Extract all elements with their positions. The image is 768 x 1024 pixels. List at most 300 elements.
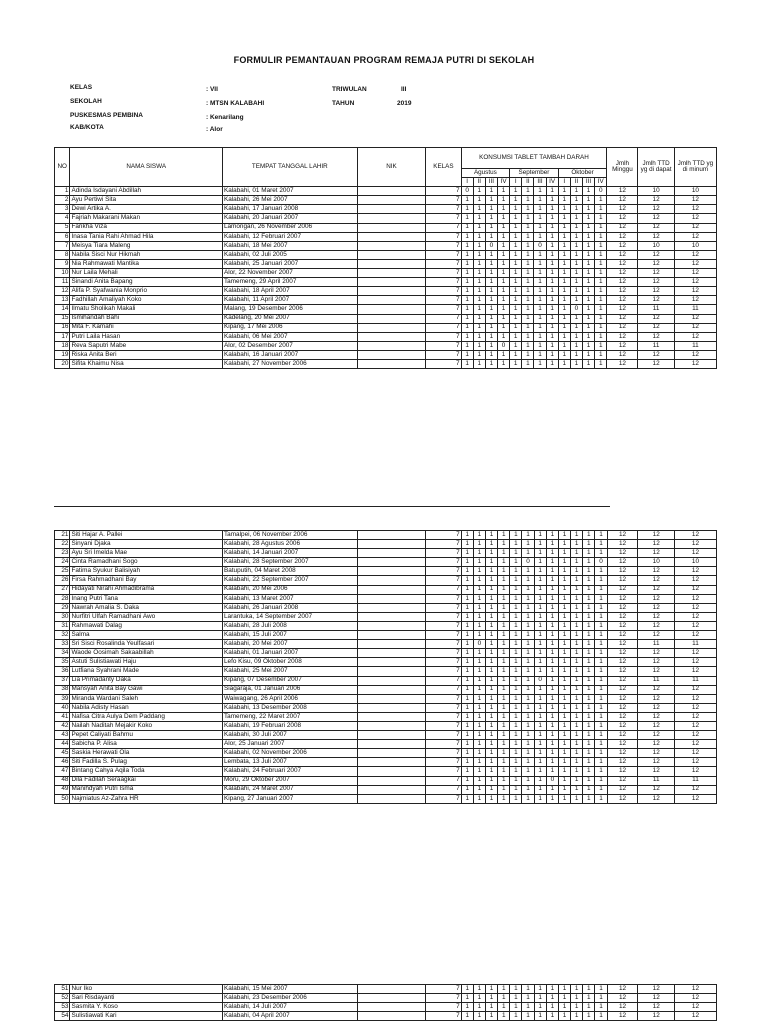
week-cell: 1 xyxy=(571,794,583,803)
jml-dapat-cell: 12 xyxy=(638,667,674,676)
week-cell: 1 xyxy=(570,287,582,296)
week-cell: 1 xyxy=(510,332,522,341)
week-cell: 1 xyxy=(546,985,558,994)
week-cell: 1 xyxy=(510,232,522,241)
kelas-cell: 7 xyxy=(426,603,461,612)
week-cell: 1 xyxy=(583,621,595,630)
birth-place-date: Kalabahi, 30 Juli 2007 xyxy=(222,731,357,740)
week-cell: 1 xyxy=(558,232,570,241)
week-cell: 1 xyxy=(461,278,473,287)
week-cell: 1 xyxy=(510,576,522,585)
week-cell: 1 xyxy=(485,332,497,341)
week-cell: 1 xyxy=(546,667,558,676)
kelas-cell: 7 xyxy=(426,187,461,196)
week-cell: 1 xyxy=(510,721,522,730)
week-cell: 1 xyxy=(534,612,546,621)
week-cell: 1 xyxy=(498,994,510,1003)
week-cell: 1 xyxy=(571,685,583,694)
jml-dapat-cell: 12 xyxy=(638,232,674,241)
week-cell: 1 xyxy=(582,359,594,368)
week-cell: 1 xyxy=(534,196,546,205)
table-row xyxy=(55,721,717,730)
week-cell: 1 xyxy=(595,341,607,350)
week-cell: 1 xyxy=(485,758,497,767)
week-cell: 1 xyxy=(582,278,594,287)
jml-minum-cell: 10 xyxy=(674,187,716,196)
jml-dapat-cell: 12 xyxy=(638,621,674,630)
week-cell: 1 xyxy=(473,549,485,558)
week-cell: 1 xyxy=(461,767,473,776)
week-cell: 1 xyxy=(485,269,497,278)
week-cell: 1 xyxy=(570,269,582,278)
week-cell: 1 xyxy=(510,994,522,1003)
week-cell: 1 xyxy=(570,350,582,359)
week-cell: 1 xyxy=(558,758,570,767)
week-cell: 1 xyxy=(546,758,558,767)
table-row xyxy=(55,567,717,576)
week-cell: 1 xyxy=(570,214,582,223)
week-cell: 1 xyxy=(461,214,473,223)
nik-cell xyxy=(357,241,426,250)
kelas-cell: 7 xyxy=(426,350,461,359)
week-cell: 0 xyxy=(534,241,546,250)
week-cell: 1 xyxy=(546,278,558,287)
nik-cell xyxy=(357,712,426,721)
week-cell: 1 xyxy=(583,612,595,621)
week-cell: 1 xyxy=(571,694,583,703)
week-cell: 1 xyxy=(461,558,473,567)
jml-minggu-cell: 12 xyxy=(607,603,638,612)
table-row xyxy=(55,549,717,558)
nik-cell xyxy=(357,341,426,350)
table-row xyxy=(55,694,717,703)
jml-minggu-cell: 12 xyxy=(607,685,638,694)
header-week: III xyxy=(534,178,546,187)
week-cell: 1 xyxy=(473,250,485,259)
kelas-cell: 7 xyxy=(426,694,461,703)
week-cell: 1 xyxy=(595,703,607,712)
week-cell: 1 xyxy=(485,621,497,630)
week-cell: 1 xyxy=(558,731,570,740)
week-cell: 1 xyxy=(461,531,473,540)
nik-cell xyxy=(357,694,426,703)
week-cell: 1 xyxy=(522,341,534,350)
week-cell: 1 xyxy=(498,305,510,314)
week-cell: 1 xyxy=(485,296,497,305)
week-cell: 1 xyxy=(534,549,546,558)
header-no: NO xyxy=(55,148,70,187)
week-cell: 1 xyxy=(485,187,497,196)
info-kelas-label: KELAS xyxy=(70,84,93,91)
jml-minum-cell: 12 xyxy=(674,549,716,558)
week-cell: 1 xyxy=(571,549,583,558)
header-week: I xyxy=(558,178,570,187)
birth-place-date: Malang, 19 Desember 2006 xyxy=(222,305,357,314)
week-cell: 1 xyxy=(546,305,558,314)
week-cell: 1 xyxy=(558,241,570,250)
week-cell: 1 xyxy=(558,549,570,558)
nik-cell xyxy=(357,531,426,540)
week-cell: 1 xyxy=(582,350,594,359)
row-no: 48 xyxy=(55,776,70,785)
jml-minum-cell: 12 xyxy=(674,531,716,540)
week-cell: 1 xyxy=(534,223,546,232)
table-row xyxy=(55,731,717,740)
week-cell: 1 xyxy=(522,658,534,667)
jml-minum-cell: 12 xyxy=(674,749,716,758)
week-cell: 1 xyxy=(498,758,510,767)
week-cell: 1 xyxy=(583,631,595,640)
week-cell: 1 xyxy=(473,994,485,1003)
week-cell: 1 xyxy=(485,305,497,314)
kelas-cell: 7 xyxy=(426,223,461,232)
row-no: 44 xyxy=(55,740,70,749)
jml-dapat-cell: 12 xyxy=(638,205,674,214)
week-cell: 1 xyxy=(583,667,595,676)
student-name: Astuti Sulistiawati Haju xyxy=(70,658,223,667)
jml-minggu-cell: 12 xyxy=(607,558,638,567)
week-cell: 1 xyxy=(595,350,607,359)
week-cell: 0 xyxy=(595,187,607,196)
week-cell: 1 xyxy=(461,758,473,767)
week-cell: 1 xyxy=(485,359,497,368)
kelas-cell: 7 xyxy=(426,631,461,640)
row-no: 38 xyxy=(55,685,70,694)
week-cell: 1 xyxy=(522,359,534,368)
week-cell: 1 xyxy=(522,603,534,612)
jml-dapat-cell: 12 xyxy=(638,531,674,540)
week-cell: 1 xyxy=(534,694,546,703)
row-no: 17 xyxy=(55,332,70,341)
jml-minggu-cell: 12 xyxy=(607,658,638,667)
student-name: Riska Anita Beri xyxy=(70,350,222,359)
jml-minggu-cell: 12 xyxy=(607,694,638,703)
jml-minggu-cell: 12 xyxy=(607,749,638,758)
week-cell: 1 xyxy=(595,712,607,721)
student-name: Ilmatu Sholikah Makali xyxy=(70,305,222,314)
birth-place-date: Kalabahi, 02 November 2006 xyxy=(222,749,357,758)
week-cell: 1 xyxy=(546,1003,558,1012)
week-cell: 1 xyxy=(534,350,546,359)
week-cell: 1 xyxy=(522,667,534,676)
week-cell: 1 xyxy=(558,594,570,603)
table-row xyxy=(55,703,717,712)
week-cell: 1 xyxy=(583,767,595,776)
birth-place-date: Kalabahi, 28 Agustus 2006 xyxy=(222,540,357,549)
week-cell: 1 xyxy=(498,603,510,612)
table-row xyxy=(55,341,717,350)
birth-place-date: Kalabahi, 28 Juli 2008 xyxy=(222,621,357,630)
row-no: 41 xyxy=(55,712,70,721)
student-name: Nurfitri Ulfah Ramadhani Awo xyxy=(70,612,223,621)
student-name: Hidayati Nirahi Ahmadibrama xyxy=(70,585,223,594)
week-cell: 1 xyxy=(546,712,558,721)
week-cell: 1 xyxy=(595,1012,607,1021)
jml-dapat-cell: 12 xyxy=(638,196,674,205)
week-cell: 1 xyxy=(522,278,534,287)
week-cell: 1 xyxy=(485,323,497,332)
jml-dapat-cell: 12 xyxy=(638,712,674,721)
jml-dapat-cell: 10 xyxy=(638,187,674,196)
row-no: 16 xyxy=(55,323,70,332)
week-cell: 1 xyxy=(583,676,595,685)
week-cell: 1 xyxy=(473,767,485,776)
week-cell: 1 xyxy=(522,350,534,359)
week-cell: 1 xyxy=(522,612,534,621)
jml-minggu-cell: 12 xyxy=(607,1012,638,1021)
week-cell: 1 xyxy=(522,985,534,994)
jml-minum-cell: 12 xyxy=(674,223,716,232)
week-cell: 1 xyxy=(583,994,595,1003)
week-cell: 1 xyxy=(558,631,570,640)
birth-place-date: Waiwagang, 26 April 2006 xyxy=(222,694,357,703)
week-cell: 1 xyxy=(485,1012,497,1021)
week-cell: 1 xyxy=(595,721,607,730)
jml-minggu-cell: 12 xyxy=(607,985,638,994)
nik-cell xyxy=(357,621,426,630)
nik-cell xyxy=(357,205,426,214)
jml-minggu-cell: 12 xyxy=(607,269,638,278)
info-kab-label: KAB/KOTA xyxy=(70,124,104,131)
week-cell: 1 xyxy=(534,567,546,576)
week-cell: 1 xyxy=(534,994,546,1003)
week-cell: 1 xyxy=(595,250,607,259)
table-row xyxy=(55,241,717,250)
week-cell: 1 xyxy=(522,794,534,803)
row-no: 39 xyxy=(55,694,70,703)
week-cell: 1 xyxy=(522,223,534,232)
week-cell: 1 xyxy=(571,658,583,667)
week-cell: 1 xyxy=(546,740,558,749)
week-cell: 1 xyxy=(461,305,473,314)
row-no: 47 xyxy=(55,767,70,776)
week-cell: 1 xyxy=(522,531,534,540)
kelas-cell: 7 xyxy=(426,269,461,278)
week-cell: 1 xyxy=(473,794,485,803)
week-cell: 1 xyxy=(546,196,558,205)
jml-minggu-cell: 12 xyxy=(607,631,638,640)
week-cell: 1 xyxy=(546,676,558,685)
kelas-cell: 7 xyxy=(426,549,461,558)
table-row xyxy=(55,205,717,214)
week-cell: 1 xyxy=(498,250,510,259)
week-cell: 1 xyxy=(473,223,485,232)
student-name: Sasmita Y. Koso xyxy=(70,1003,223,1012)
row-no: 8 xyxy=(55,250,70,259)
week-cell: 1 xyxy=(534,740,546,749)
week-cell: 1 xyxy=(461,685,473,694)
week-cell: 1 xyxy=(595,223,607,232)
week-cell: 1 xyxy=(461,350,473,359)
week-cell: 1 xyxy=(583,1012,595,1021)
week-cell: 1 xyxy=(558,585,570,594)
student-name: Nabila Sisci Nur Hikmah xyxy=(70,250,222,259)
week-cell: 1 xyxy=(461,621,473,630)
week-cell: 1 xyxy=(558,531,570,540)
week-cell: 1 xyxy=(558,567,570,576)
jml-minggu-cell: 12 xyxy=(607,667,638,676)
week-cell: 1 xyxy=(558,785,570,794)
jml-minggu-cell: 12 xyxy=(607,621,638,630)
week-cell: 1 xyxy=(534,287,546,296)
week-cell: 1 xyxy=(570,196,582,205)
student-name: Ayu Sri Imelda Mae xyxy=(70,549,223,558)
kelas-cell: 7 xyxy=(426,676,461,685)
week-cell: 1 xyxy=(595,549,607,558)
nik-cell xyxy=(357,612,426,621)
week-cell: 1 xyxy=(558,540,570,549)
kelas-cell: 7 xyxy=(426,685,461,694)
week-cell: 1 xyxy=(473,676,485,685)
week-cell: 1 xyxy=(522,296,534,305)
table-row xyxy=(55,1003,717,1012)
student-name: Mita F. Kamahi xyxy=(70,323,222,332)
jml-minum-cell: 10 xyxy=(674,241,716,250)
week-cell: 1 xyxy=(461,712,473,721)
week-cell: 1 xyxy=(485,985,497,994)
week-cell: 1 xyxy=(582,196,594,205)
birth-place-date: Kalabahi, 14 Januari 2007 xyxy=(222,549,357,558)
birth-place-date: Kalabahi, 27 November 2006 xyxy=(222,359,357,368)
info-sekolah-label: SEKOLAH xyxy=(70,98,102,105)
nik-cell xyxy=(357,1012,426,1021)
week-cell: 1 xyxy=(546,994,558,1003)
week-cell: 1 xyxy=(534,214,546,223)
week-cell: 1 xyxy=(558,314,570,323)
student-name: Pepet Caliyati Bahmu xyxy=(70,731,223,740)
week-cell: 1 xyxy=(570,187,582,196)
jml-minum-cell: 11 xyxy=(674,676,716,685)
jml-dapat-cell: 12 xyxy=(638,332,674,341)
week-cell: 1 xyxy=(595,359,607,368)
week-cell: 1 xyxy=(583,585,595,594)
student-name: Farikha Viza xyxy=(70,223,222,232)
week-cell: 1 xyxy=(461,269,473,278)
week-cell: 1 xyxy=(546,250,558,259)
week-cell: 1 xyxy=(571,649,583,658)
week-cell: 1 xyxy=(534,776,546,785)
week-cell: 1 xyxy=(498,594,510,603)
week-cell: 1 xyxy=(571,621,583,630)
week-cell: 1 xyxy=(485,785,497,794)
week-cell: 1 xyxy=(473,341,485,350)
table-row xyxy=(55,259,717,268)
week-cell: 1 xyxy=(534,323,546,332)
week-cell: 1 xyxy=(583,776,595,785)
week-cell: 1 xyxy=(522,703,534,712)
week-cell: 1 xyxy=(498,241,510,250)
student-name: Sifita Khaimu Nisa xyxy=(70,359,222,368)
week-cell: 1 xyxy=(595,740,607,749)
week-cell: 1 xyxy=(473,332,485,341)
week-cell: 1 xyxy=(473,594,485,603)
week-cell: 1 xyxy=(498,1012,510,1021)
week-cell: 1 xyxy=(485,776,497,785)
week-cell: 1 xyxy=(595,576,607,585)
week-cell: 1 xyxy=(510,631,522,640)
row-no: 10 xyxy=(55,269,70,278)
week-cell: 1 xyxy=(534,332,546,341)
jml-minum-cell: 12 xyxy=(674,269,716,278)
header-nik: NIK xyxy=(357,148,426,187)
header-ttl: TEMPAT TANGGAL LAHIR xyxy=(222,148,357,187)
row-no: 53 xyxy=(55,1003,70,1012)
week-cell: 1 xyxy=(558,287,570,296)
jml-dapat-cell: 12 xyxy=(638,603,674,612)
header-jml-minum: Jmlh TTD yg di minum xyxy=(674,148,716,187)
row-no: 28 xyxy=(55,594,70,603)
week-cell: 1 xyxy=(485,223,497,232)
week-cell: 1 xyxy=(510,649,522,658)
jml-minum-cell: 12 xyxy=(674,994,716,1003)
week-cell: 1 xyxy=(461,676,473,685)
week-cell: 1 xyxy=(534,278,546,287)
week-cell: 1 xyxy=(558,640,570,649)
week-cell: 1 xyxy=(570,223,582,232)
info-triwulan-label: TRIWULAN xyxy=(332,86,367,93)
kelas-cell: 7 xyxy=(426,731,461,740)
week-cell: 1 xyxy=(461,241,473,250)
row-no: 43 xyxy=(55,731,70,740)
table-row xyxy=(55,576,717,585)
jml-dapat-cell: 12 xyxy=(638,259,674,268)
week-cell: 1 xyxy=(582,259,594,268)
row-no: 2 xyxy=(55,196,70,205)
week-cell: 1 xyxy=(473,558,485,567)
week-cell: 1 xyxy=(510,359,522,368)
nik-cell xyxy=(357,350,426,359)
week-cell: 1 xyxy=(498,359,510,368)
week-cell: 1 xyxy=(595,278,607,287)
kelas-cell: 7 xyxy=(426,305,461,314)
jml-dapat-cell: 12 xyxy=(638,269,674,278)
week-cell: 1 xyxy=(595,676,607,685)
week-cell: 1 xyxy=(498,187,510,196)
week-cell: 1 xyxy=(546,585,558,594)
header-week: II xyxy=(473,178,485,187)
jml-dapat-cell: 11 xyxy=(638,676,674,685)
week-cell: 1 xyxy=(510,223,522,232)
jml-minggu-cell: 12 xyxy=(607,1003,638,1012)
week-cell: 1 xyxy=(570,323,582,332)
jml-dapat-cell: 10 xyxy=(638,241,674,250)
row-no: 20 xyxy=(55,359,70,368)
week-cell: 1 xyxy=(473,314,485,323)
week-cell: 1 xyxy=(583,749,595,758)
birth-place-date: Alor, 25 Januari 2007 xyxy=(222,740,357,749)
table-row xyxy=(55,269,717,278)
week-cell: 1 xyxy=(546,350,558,359)
week-cell: 1 xyxy=(546,269,558,278)
week-cell: 1 xyxy=(473,205,485,214)
week-cell: 1 xyxy=(473,667,485,676)
week-cell: 1 xyxy=(582,296,594,305)
week-cell: 1 xyxy=(546,576,558,585)
week-cell: 1 xyxy=(522,731,534,740)
kelas-cell: 7 xyxy=(426,621,461,630)
header-nama: NAMA SISWA xyxy=(70,148,222,187)
week-cell: 1 xyxy=(570,241,582,250)
week-cell: 1 xyxy=(461,594,473,603)
week-cell: 1 xyxy=(534,712,546,721)
week-cell: 1 xyxy=(582,314,594,323)
week-cell: 1 xyxy=(510,594,522,603)
week-cell: 1 xyxy=(498,785,510,794)
week-cell: 1 xyxy=(498,676,510,685)
jml-minum-cell: 12 xyxy=(674,323,716,332)
week-cell: 1 xyxy=(461,205,473,214)
table-row xyxy=(55,994,717,1003)
